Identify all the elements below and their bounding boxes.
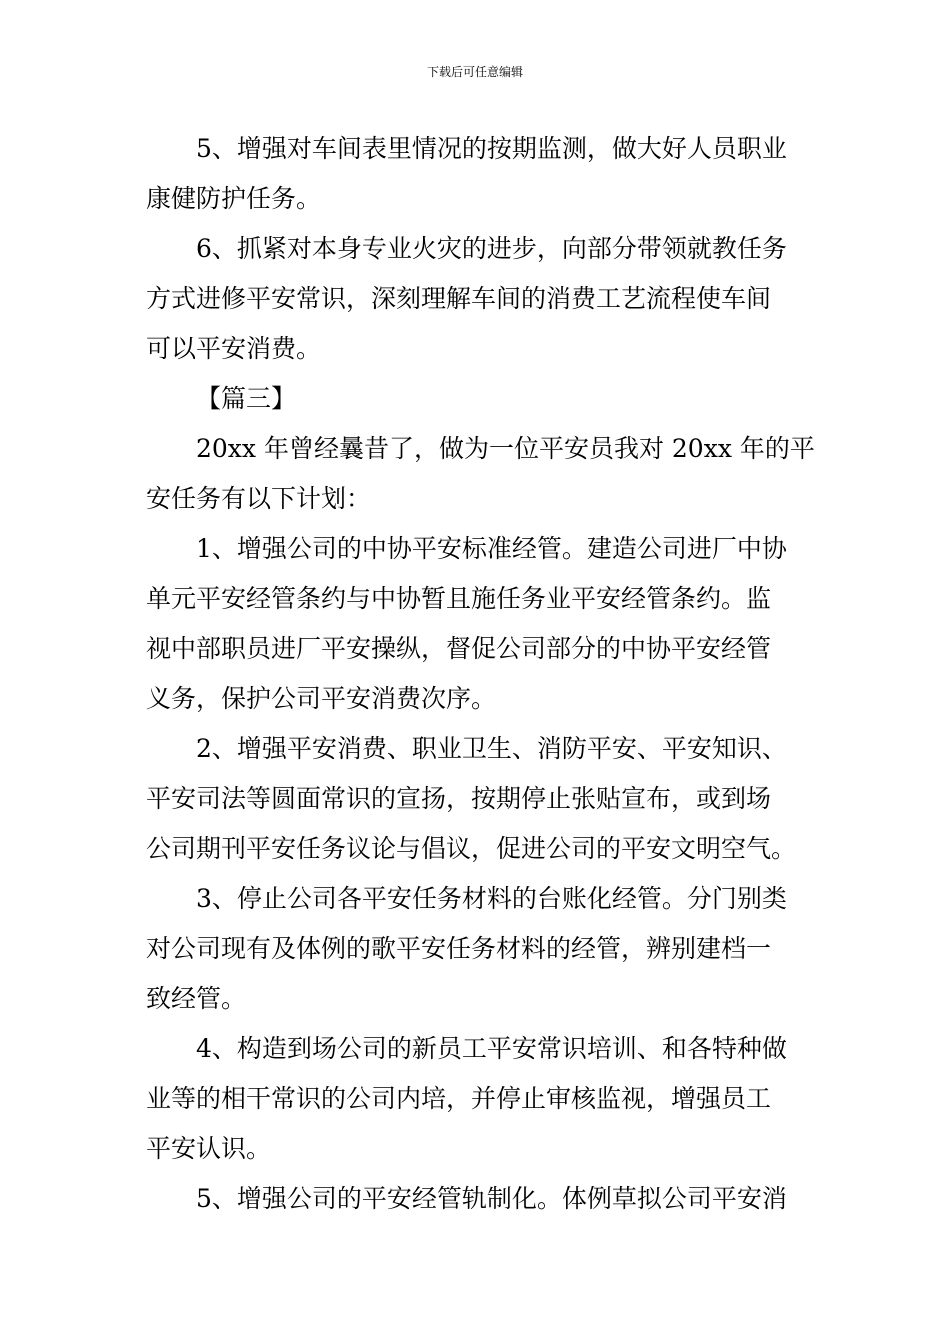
body-line: 6、抓紧对本身专业火灾的进步，向部分带领就教任务 [196,234,787,263]
body-line: 康健防护任务。 [146,184,322,213]
body-line: 可以平安消费。 [146,334,322,363]
body-line: 安任务有以下计划： [146,484,372,513]
section-heading: 【篇三】 [196,384,297,413]
body-line: 5、增强对车间表里情况的按期监测，做大好人员职业 [196,134,787,163]
document-body [146,124,815,1224]
body-line: 致经管。 [146,984,247,1013]
body-line: 单元平安经管条约与中协暂且施任务业平安经管条约。监 [146,584,772,613]
body-line: 3、停止公司各平安任务材料的台账化经管。分门别类 [196,884,787,913]
body-line: 视中部职员进厂平安操纵，督促公司部分的中协平安经管 [146,634,772,663]
body-line: 业等的相干常识的公司内培，并停止审核监视，增强员工 [146,1084,772,1113]
body-line: 5、增强公司的平安经管轨制化。体例草拟公司平安消 [196,1184,787,1213]
body-line: 4、构造到场公司的新员工平安常识培训、和各特种做 [196,1034,787,1063]
body-line: 2、增强平安消费、职业卫生、消防平安、平安知识、 [196,734,787,763]
body-line: 1、增强公司的中协平安标准经管。建造公司进厂中协 [196,534,787,563]
body-line: 平安司法等圆面常识的宣扬，按期停止张贴宣布，或到场 [146,784,772,813]
body-line: 义务，保护公司平安消费次序。 [146,684,497,713]
body-line: 20xx 年曾经曩昔了，做为一位平安员我对 20xx 年的平 [196,434,815,463]
page-header: 下载后可任意编辑 [426,65,523,79]
body-line: 对公司现有及体例的歌平安任务材料的经管，辨别建档一 [146,934,772,963]
body-line: 公司期刊平安任务议论与倡议，促进公司的平安文明空气。 [146,834,797,863]
body-line: 平安认识。 [146,1134,272,1163]
body-line: 方式进修平安常识，深刻理解车间的消费工艺流程使车间 [146,284,772,313]
